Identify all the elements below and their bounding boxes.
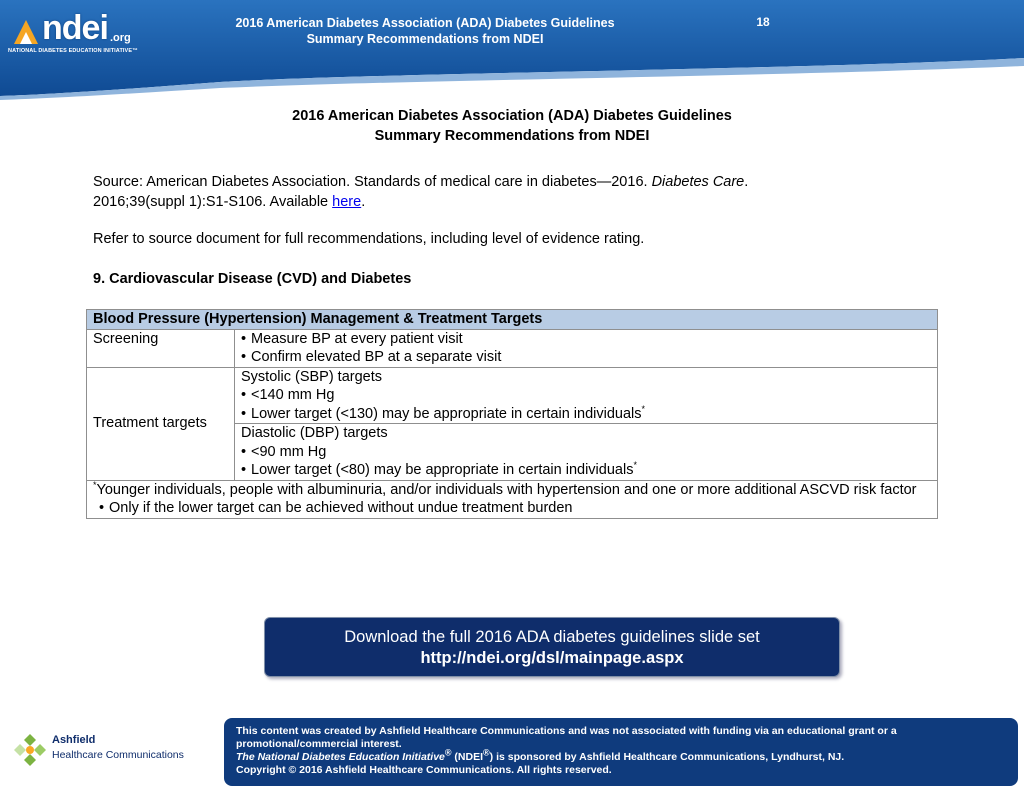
screening-item-1: • Measure BP at every patient visit — [241, 330, 931, 349]
footer-copyright: Copyright © 2016 Ashfield Healthcare Communications. All rights reserved. — [236, 764, 612, 776]
systolic-item-2-text: Lower target (<130) may be appropriate in certain individuals — [251, 405, 642, 422]
ndei-logo[interactable] — [8, 6, 148, 60]
document-title — [200, 106, 824, 146]
bp-table — [86, 309, 938, 519]
diastolic-item-2 — [241, 461, 931, 480]
footnote-cell — [87, 480, 938, 518]
source-text-3: 2016;39(suppl 1):S1-S106. Available — [93, 194, 333, 210]
footer-line1: This content was created by Ashfield Healthcare Communications and was not associated with funding via an educational grant or a promotional/commercial interest. — [236, 725, 897, 750]
source-text-2: . — [744, 174, 749, 190]
download-url-link[interactable]: http://ndei.org/dsl/mainpage.aspx — [420, 649, 684, 667]
footer-ndei-name: The National Diabetes Education Initiative — [236, 751, 445, 763]
ndei-logo-mark-icon — [10, 16, 42, 48]
source-citation — [93, 172, 813, 212]
source-text-1: Source: American Diabetes Association. Standards of medical care in diabetes—2016. — [93, 174, 652, 190]
diastolic-heading: Diastolic (DBP) targets — [241, 425, 388, 441]
footer-reg-mark: ® — [444, 747, 452, 758]
source-journal: Diabetes Care — [651, 174, 745, 190]
screening-label: Screening — [87, 329, 235, 367]
screening-item-2: • Confirm elevated BP at a separate visit — [241, 348, 931, 367]
systolic-cell — [235, 367, 938, 424]
logo-org: .org — [110, 32, 131, 44]
footnote-text — [93, 481, 931, 500]
header-title — [170, 15, 680, 47]
table-header-row — [87, 310, 938, 330]
systolic-item-2 — [241, 405, 931, 424]
table-row — [87, 329, 938, 367]
systolic-heading: Systolic (SBP) targets — [241, 368, 383, 385]
logo-tagline: NATIONAL DIABETES EDUCATION INITIATIVE™ — [8, 48, 138, 54]
download-banner[interactable] — [264, 617, 840, 677]
ashfield-subtitle: Healthcare Communications — [52, 749, 184, 761]
source-text-4: . — [361, 194, 366, 210]
footnote-bullet: • Only if the lower target can be achieved without undue treatment burden — [99, 499, 931, 518]
page-number: 18 — [756, 15, 770, 29]
diastolic-cell — [235, 424, 938, 481]
document-title-line2: Summary Recommendations from NDEI — [374, 128, 650, 144]
logo-text: ndei — [42, 9, 108, 47]
diastolic-item-1: • <90 mm Hg — [241, 443, 931, 462]
footer-reg-mark: ® — [483, 747, 490, 758]
table-row — [87, 367, 938, 424]
table-header: Blood Pressure (Hypertension) Management & Treatment Targets — [87, 310, 938, 330]
footnote-marker: * — [641, 403, 646, 414]
footnote-marker: * — [93, 479, 97, 490]
table-footnote-row — [87, 480, 938, 518]
footer-disclaimer — [224, 718, 1018, 786]
footnote-body: Younger individuals, people with albuminuria, and/or individuals with hypertension and one or more additional ASCVD risk factor — [96, 481, 917, 498]
footer-line2-rest: ) is sponsored by Ashfield Healthcare Communications, Lyndhurst, NJ. — [489, 751, 845, 763]
diastolic-item-2-text: Lower target (<80) may be appropriate in certain individuals — [251, 462, 634, 478]
footer-line2 — [236, 747, 1008, 764]
source-link[interactable]: here — [332, 194, 362, 210]
screening-cell — [235, 329, 938, 367]
ashfield-logo[interactable] — [10, 730, 185, 770]
footer-line2-mid: (NDEI — [451, 751, 484, 763]
header-title-line2: Summary Recommendations from NDEI — [306, 32, 544, 46]
footnote-marker: * — [633, 460, 637, 471]
ashfield-logo-icon — [12, 732, 48, 768]
header-title-line1: 2016 American Diabetes Association (ADA) Diabetes Guidelines — [235, 16, 615, 30]
refer-note: Refer to source document for full recommendations, including level of evidence rating. — [93, 231, 645, 247]
download-text: Download the full 2016 ADA diabetes guidelines slide set — [344, 628, 760, 646]
section-heading: 9. Cardiovascular Disease (CVD) and Diabetes — [93, 271, 412, 287]
systolic-item-1: • <140 mm Hg — [241, 386, 931, 405]
document-title-line1: 2016 American Diabetes Association (ADA) Diabetes Guidelines — [292, 108, 732, 124]
treatment-label: Treatment targets — [87, 367, 235, 480]
ashfield-name: Ashfield — [52, 734, 96, 746]
